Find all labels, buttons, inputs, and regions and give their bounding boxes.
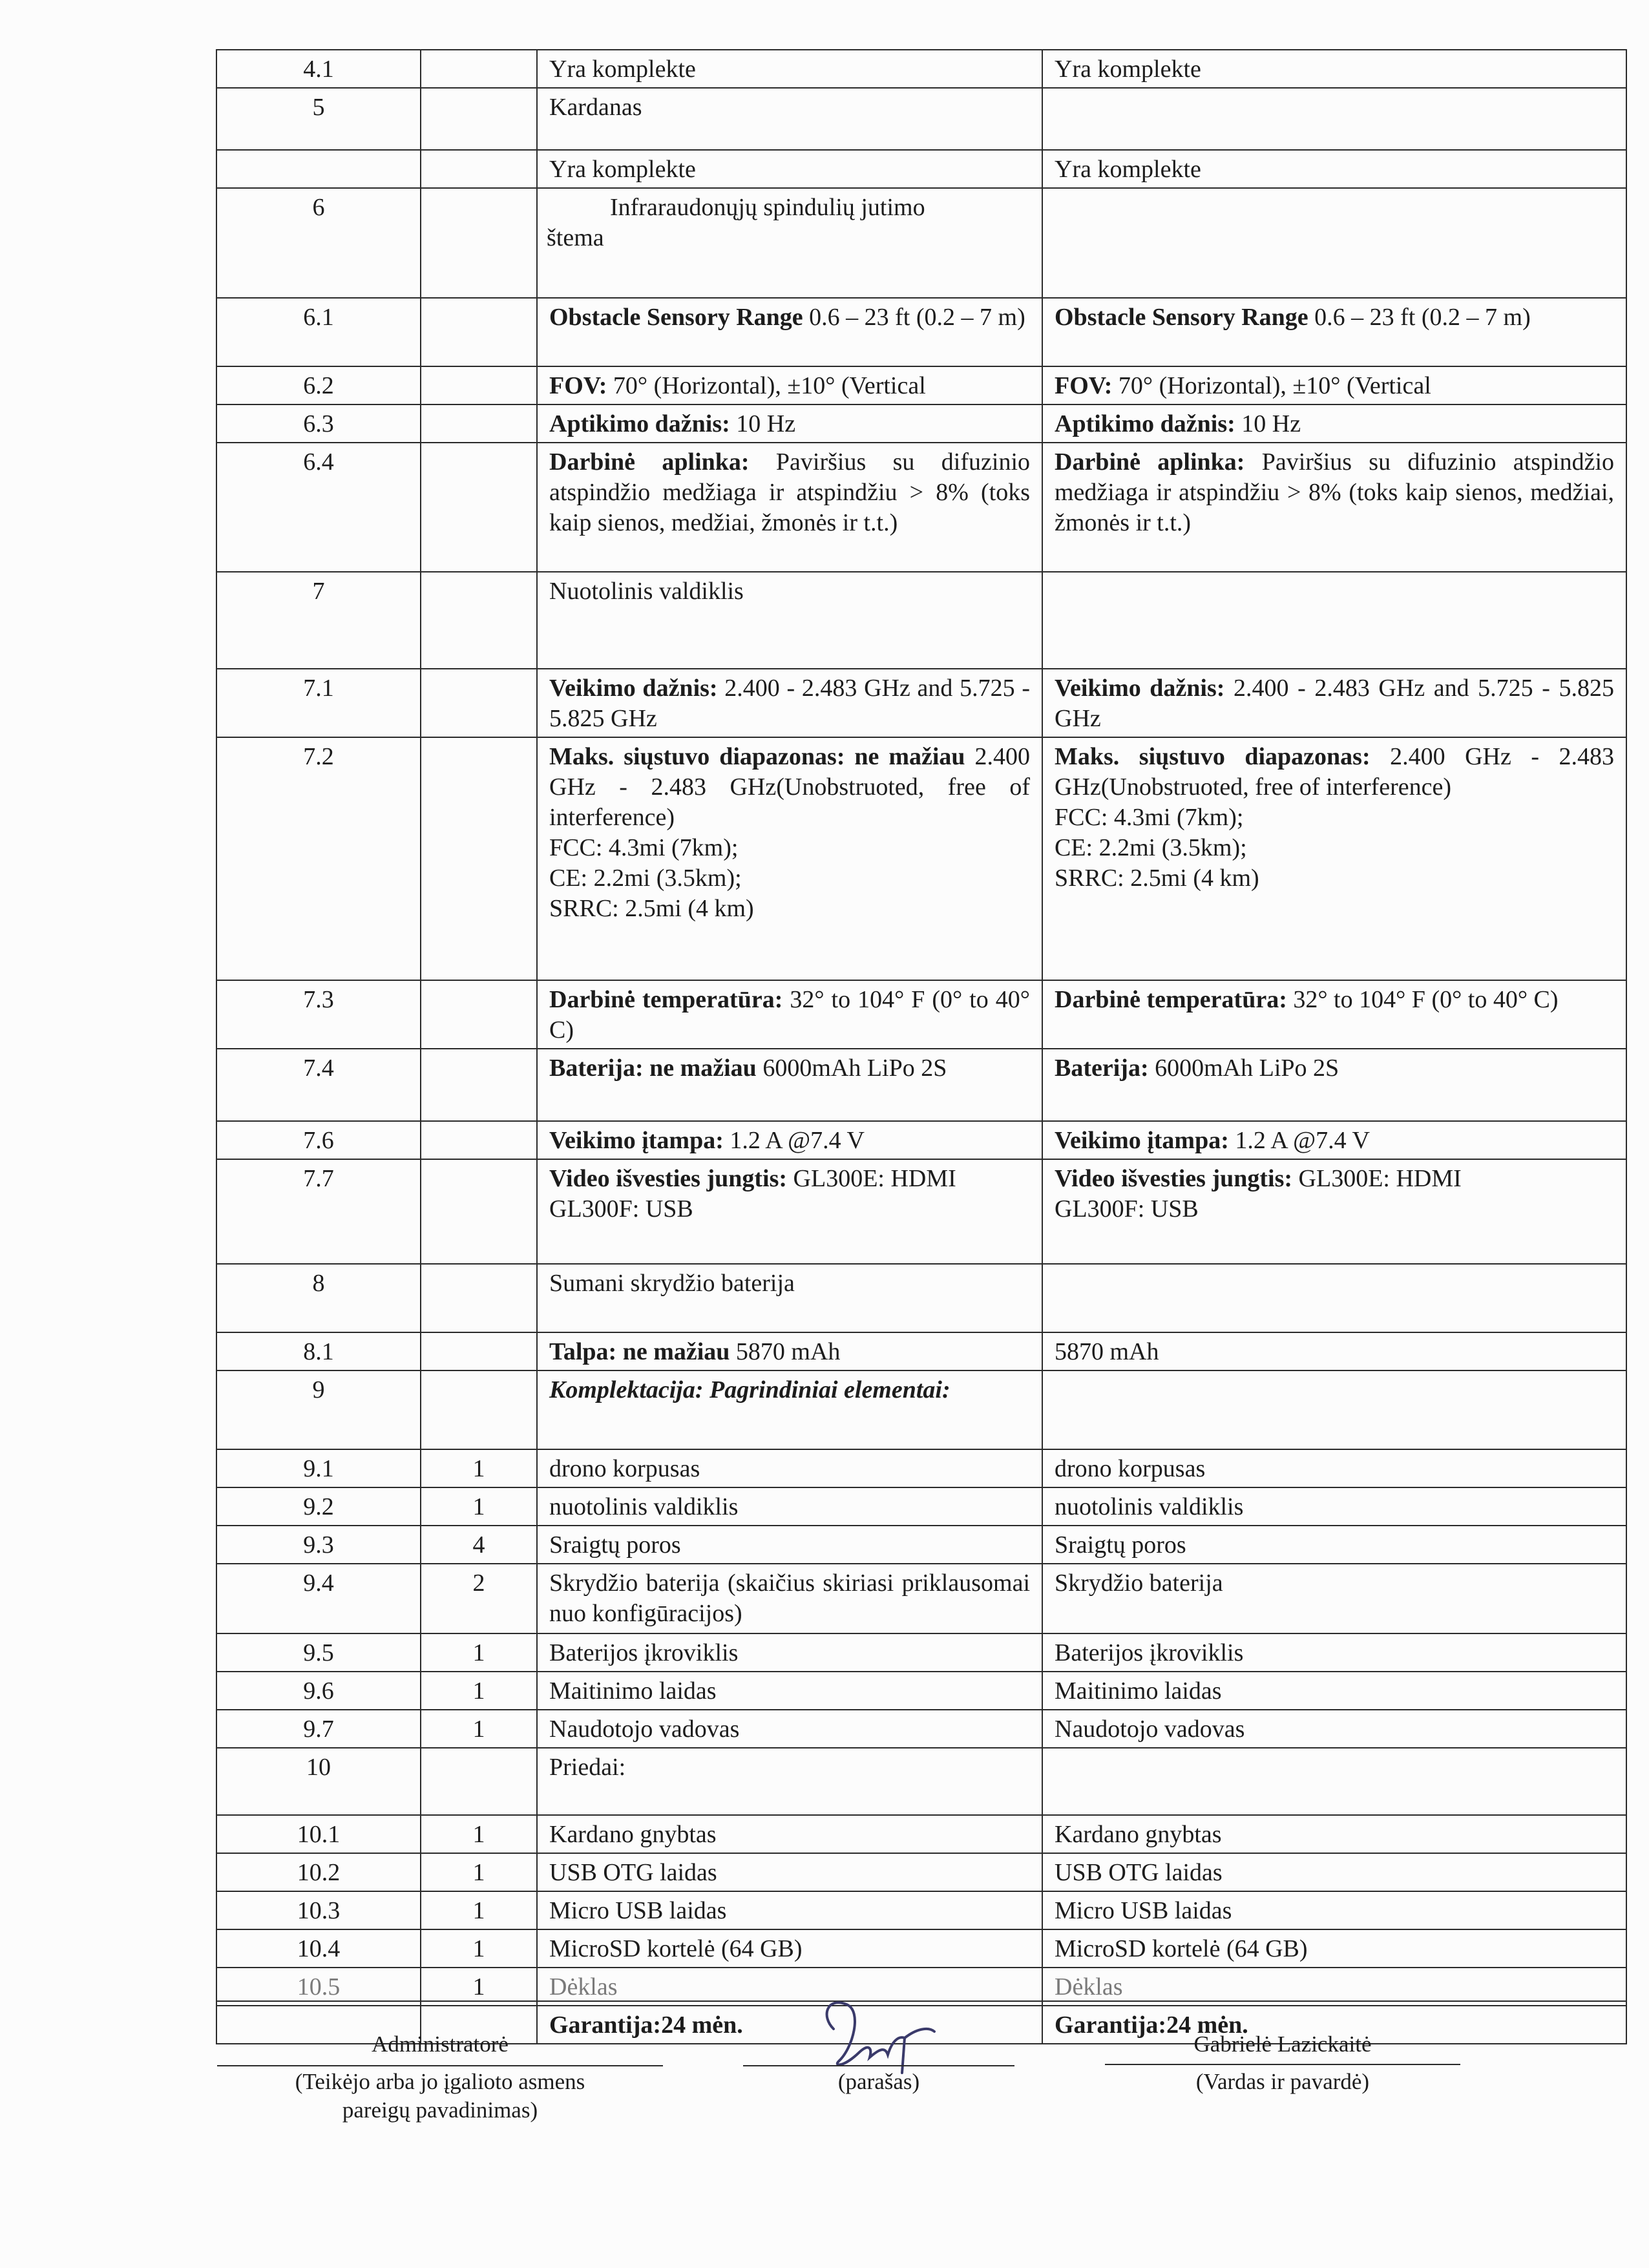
param-value: 10 Hz (730, 410, 796, 437)
offer-cell: MicroSD kortelė (64 GB) (537, 1929, 1042, 1968)
table-row (216, 1264, 1626, 1332)
spec-cell (1042, 1748, 1626, 1815)
srrc-range: SRRC: 2.5mi (4 km) (549, 895, 754, 922)
table-row (216, 1370, 1626, 1449)
spec-cell: nuotolinis valdiklis (1042, 1487, 1626, 1526)
param-value: 70° (Horizontal), ±10° (Vertical (1112, 372, 1431, 399)
offer-cell (537, 737, 1042, 980)
table-row (216, 737, 1626, 980)
row-quantity (421, 737, 537, 980)
offer-cell: Baterijos įkroviklis (537, 1633, 1042, 1672)
row-quantity: 1 (421, 1891, 537, 1929)
signer-name: Gabrielė Lazickaitė (1193, 2032, 1372, 2057)
offer-cell (537, 1121, 1042, 1159)
offer-cell (537, 1159, 1042, 1264)
offer-cell (537, 366, 1042, 404)
row-number: 9.3 (216, 1526, 421, 1564)
table-row (216, 443, 1626, 572)
param-label: Veikimo įtampa: (549, 1127, 724, 1154)
table-row (216, 1815, 1626, 1853)
row-quantity (421, 572, 537, 669)
row-quantity (421, 980, 537, 1049)
table-row (216, 1526, 1626, 1564)
param-label: Veikimo dažnis: (549, 675, 718, 702)
row-number: 10.2 (216, 1853, 421, 1891)
table-row (216, 1564, 1626, 1633)
spec-cell: USB OTG laidas (1042, 1853, 1626, 1891)
row-number: 10 (216, 1748, 421, 1815)
table-row (216, 980, 1626, 1049)
section-heading: Komplektacija: Pagrindiniai elementai: (537, 1370, 1042, 1449)
offer-cell: USB OTG laidas (537, 1853, 1042, 1891)
param-value: 32° to 104° F (0° to 40° C) (549, 986, 1030, 1044)
section-heading: Nuotolinis valdiklis (537, 572, 1042, 669)
param-label: Darbinė aplinka: (1055, 448, 1245, 476)
row-quantity (421, 1121, 537, 1159)
param-label: Obstacle Sensory Range (549, 304, 803, 331)
row-quantity (421, 366, 537, 404)
name-underline (1105, 2064, 1460, 2065)
row-quantity: 1 (421, 1672, 537, 1710)
param-label: Maks. siųstuvo diapazonas: ne mažiau (549, 743, 965, 770)
offer-cell: nuotolinis valdiklis (537, 1487, 1042, 1526)
row-number: 6 (216, 188, 421, 298)
spec-cell (1042, 980, 1626, 1049)
table-row (216, 366, 1626, 404)
row-quantity: 1 (421, 1633, 537, 1672)
row-number: 7.1 (216, 669, 421, 737)
row-number: 9.7 (216, 1710, 421, 1748)
spec-cell: Yra komplekte (1042, 50, 1626, 88)
spec-cell: MicroSD kortelė (64 GB) (1042, 1929, 1626, 1968)
spec-cell (1042, 1370, 1626, 1449)
table-row (216, 1049, 1626, 1121)
row-number: 7.7 (216, 1159, 421, 1264)
param-value: 5870 mAh (730, 1338, 841, 1365)
row-number: 7.4 (216, 1049, 421, 1121)
row-number: 7.2 (216, 737, 421, 980)
param-label: Veikimo įtampa: (1055, 1127, 1229, 1154)
spec-cell: drono korpusas (1042, 1449, 1626, 1487)
offer-cell: Maitinimo laidas (537, 1672, 1042, 1710)
param-label: Baterija: ne mažiau (549, 1055, 757, 1082)
row-number: 9.6 (216, 1672, 421, 1710)
row-number: 6.1 (216, 298, 421, 366)
row-number: 8.1 (216, 1332, 421, 1370)
signature-icon (808, 1990, 976, 2081)
param-value: 1.2 A @7.4 V (723, 1127, 865, 1154)
param-label: Obstacle Sensory Range (1055, 304, 1308, 331)
table-row (216, 88, 1626, 150)
row-quantity: 1 (421, 1853, 537, 1891)
warranty-label: Garantija:24 mėn. (1055, 2011, 1248, 2039)
section-heading (537, 188, 1042, 298)
param-label: Darbinė aplinka: (549, 448, 750, 476)
row-number: 7 (216, 572, 421, 669)
row-quantity: 1 (421, 1710, 537, 1748)
row-number: 9 (216, 1370, 421, 1449)
spec-cell (1042, 737, 1626, 980)
param-label: FOV: (549, 372, 607, 399)
table-row (216, 1853, 1626, 1891)
row-quantity (421, 298, 537, 366)
row-number: 4.1 (216, 50, 421, 88)
spec-cell (1042, 188, 1626, 298)
position-underline (217, 2065, 663, 2066)
ce-range: CE: 2.2mi (3.5km); (549, 865, 742, 892)
caption-line: (Teikėjo arba jo įgalioto asmens (295, 2069, 585, 2094)
row-number: 7.3 (216, 980, 421, 1049)
param-value: GL300E: HDMI (1292, 1165, 1462, 1192)
fcc-range: FCC: 4.3mi (7km); (1055, 804, 1244, 831)
param-label: Veikimo dažnis: (1055, 675, 1225, 702)
spec-cell (1042, 298, 1626, 366)
row-quantity (421, 1748, 537, 1815)
table-row (216, 50, 1626, 88)
param-label: FOV: (1055, 372, 1113, 399)
param-value: 10 Hz (1235, 410, 1301, 437)
row-quantity (421, 404, 537, 443)
param-value-line: GL300F: USB (1055, 1195, 1199, 1223)
offer-cell (537, 404, 1042, 443)
row-quantity (421, 669, 537, 737)
spec-cell (1042, 404, 1626, 443)
row-quantity: 1 (421, 1487, 537, 1526)
row-quantity (421, 443, 537, 572)
row-number: 5 (216, 88, 421, 150)
row-number: 10.3 (216, 1891, 421, 1929)
section-heading: Priedai: (537, 1748, 1042, 1815)
heading-line: štema (547, 224, 604, 251)
table-row (216, 669, 1626, 737)
offer-cell (537, 1332, 1042, 1370)
spec-cell (1042, 1159, 1626, 1264)
spec-cell: Sraigtų poros (1042, 1526, 1626, 1564)
param-value: 70° (Horizontal), ±10° (Vertical (607, 372, 926, 399)
spec-cell: Naudotojo vadovas (1042, 1710, 1626, 1748)
param-label: Video išvesties jungtis: (549, 1165, 788, 1192)
table-row (216, 1710, 1626, 1748)
table-row (216, 1748, 1626, 1815)
table-row (216, 1891, 1626, 1929)
row-quantity: 2 (421, 1564, 537, 1633)
row-number (216, 150, 421, 188)
offer-cell: Naudotojo vadovas (537, 1710, 1042, 1748)
row-quantity (421, 188, 537, 298)
row-number: 8 (216, 1264, 421, 1332)
table-row (216, 1449, 1626, 1487)
spec-cell (1042, 1121, 1626, 1159)
spec-cell (1042, 669, 1626, 737)
spec-cell: Skrydžio baterija (1042, 1564, 1626, 1633)
table-row (216, 298, 1626, 366)
param-label: Darbinė temperatūra: (549, 986, 783, 1013)
row-number: 9.5 (216, 1633, 421, 1672)
param-value: 2.400 GHz - 2.483 GHz(Unobstruoted, free of interference) (549, 743, 1030, 831)
param-value: 2.400 - 2.483 GHz and 5.725 - 5.825 GHz (1055, 675, 1614, 732)
row-number: 10.4 (216, 1929, 421, 1968)
param-value: 1.2 A @7.4 V (1228, 1127, 1370, 1154)
table-row (216, 1159, 1626, 1264)
table-row (216, 1929, 1626, 1968)
table-row (216, 1332, 1626, 1370)
spec-cell (1042, 88, 1626, 150)
offer-cell (537, 980, 1042, 1049)
table-row (216, 572, 1626, 669)
offer-cell (537, 298, 1042, 366)
param-value: 2.400 - 2.483 GHz and 5.725 - 5.825 GHz (549, 675, 1030, 732)
row-quantity: 1 (421, 1815, 537, 1853)
param-value: 32° to 104° F (0° to 40° C) (1287, 986, 1559, 1013)
row-quantity (421, 88, 537, 150)
position-title: Administratorė (372, 2032, 509, 2057)
row-number: 6.4 (216, 443, 421, 572)
row-number: 6.2 (216, 366, 421, 404)
section-heading: Sumani skrydžio baterija (537, 1264, 1042, 1332)
row-quantity (421, 150, 537, 188)
param-value: 6000mAh LiPo 2S (756, 1055, 947, 1082)
spec-cell (1042, 366, 1626, 404)
offer-cell: Yra komplekte (537, 150, 1042, 188)
table-row (216, 1487, 1626, 1526)
offer-cell: drono korpusas (537, 1449, 1042, 1487)
srrc-range: SRRC: 2.5mi (4 km) (1055, 865, 1259, 892)
offer-cell: Dėklas (537, 1968, 1042, 2006)
row-number: 10.5 (216, 1968, 421, 2006)
param-value: Paviršius su difuzinio atspindžio medžiaga ir atspindžiu > 8% (toks kaip sienos, medžiai, žmonės ir t.t.) (549, 448, 1030, 536)
ce-range: CE: 2.2mi (3.5km); (1055, 834, 1247, 861)
spec-cell (1042, 572, 1626, 669)
table-row (216, 404, 1626, 443)
table-row (216, 150, 1626, 188)
spec-cell: Maitinimo laidas (1042, 1672, 1626, 1710)
specification-table (216, 49, 1627, 2044)
param-value: 0.6 – 23 ft (0.2 – 7 m) (803, 304, 1025, 331)
row-quantity: 4 (421, 1526, 537, 1564)
table-row (216, 188, 1626, 298)
param-label: Aptikimo dažnis: (1055, 410, 1235, 437)
param-label: Aptikimo dažnis: (549, 410, 730, 437)
warranty-label: Garantija:24 mėn. (549, 2011, 743, 2039)
heading-line: Infraraudonųjų spindulių jutimo (610, 194, 925, 221)
row-number: 6.3 (216, 404, 421, 443)
spec-cell (1042, 1049, 1626, 1121)
offer-cell (537, 669, 1042, 737)
spec-cell (1042, 1264, 1626, 1332)
spec-cell: Baterijos įkroviklis (1042, 1633, 1626, 1672)
signature-caption: (parašas) (837, 2069, 920, 2094)
signature-underline (743, 2065, 1014, 2066)
param-value: 2.400 GHz - 2.483 GHz(Unobstruoted, free of interference) (1055, 743, 1614, 801)
row-quantity: 1 (421, 1968, 537, 2006)
row-quantity (421, 1159, 537, 1264)
row-quantity: 1 (421, 1929, 537, 1968)
row-number: 9.1 (216, 1449, 421, 1487)
row-number: 9.2 (216, 1487, 421, 1526)
row-number: 10.1 (216, 1815, 421, 1853)
param-label: Maks. siųstuvo diapazonas: (1055, 743, 1371, 770)
caption-line: pareigų pavadinimas) (342, 2097, 538, 2123)
param-label: Talpa: ne mažiau (549, 1338, 730, 1365)
spec-cell: 5870 mAh (1042, 1332, 1626, 1370)
spec-cell (1042, 443, 1626, 572)
table-row (216, 1672, 1626, 1710)
row-number: 7.6 (216, 1121, 421, 1159)
param-value: Paviršius su difuzinio atspindžio medžiaga ir atspindžiu > 8% (toks kaip sienos, medžiai, žmonės ir t.t.) (1055, 448, 1614, 536)
param-label: Darbinė temperatūra: (1055, 986, 1287, 1013)
param-value: 0.6 – 23 ft (0.2 – 7 m) (1308, 304, 1531, 331)
param-label: Video išvesties jungtis: (1055, 1165, 1293, 1192)
param-label: Baterija: (1055, 1055, 1149, 1082)
offer-cell: Micro USB laidas (537, 1891, 1042, 1929)
spec-cell: Kardano gnybtas (1042, 1815, 1626, 1853)
section-heading: Kardanas (537, 88, 1042, 150)
name-caption: (Vardas ir pavardė) (1195, 2069, 1370, 2094)
offer-cell: Yra komplekte (537, 50, 1042, 88)
offer-cell: Kardano gnybtas (537, 1815, 1042, 1853)
offer-cell (537, 443, 1042, 572)
spec-cell: Micro USB laidas (1042, 1891, 1626, 1929)
spec-cell: Yra komplekte (1042, 150, 1626, 188)
param-value: 6000mAh LiPo 2S (1148, 1055, 1339, 1082)
spec-cell: Dėklas (1042, 1968, 1626, 2006)
row-quantity (421, 50, 537, 88)
param-value: GL300E: HDMI (787, 1165, 956, 1192)
param-value-line: GL300F: USB (549, 1195, 693, 1223)
fcc-range: FCC: 4.3mi (7km); (549, 834, 739, 861)
row-quantity (421, 1332, 537, 1370)
table-row (216, 1633, 1626, 1672)
table-row (216, 1121, 1626, 1159)
offer-cell (537, 1049, 1042, 1121)
row-number: 9.4 (216, 1564, 421, 1633)
position-caption (217, 2068, 663, 2125)
row-quantity (421, 1264, 537, 1332)
offer-cell: Skrydžio baterija (skaičius skiriasi priklausomai nuo konfigūracijos) (537, 1564, 1042, 1633)
row-quantity: 1 (421, 1449, 537, 1487)
row-quantity (421, 1370, 537, 1449)
row-quantity (421, 1049, 537, 1121)
offer-cell: Sraigtų poros (537, 1526, 1042, 1564)
